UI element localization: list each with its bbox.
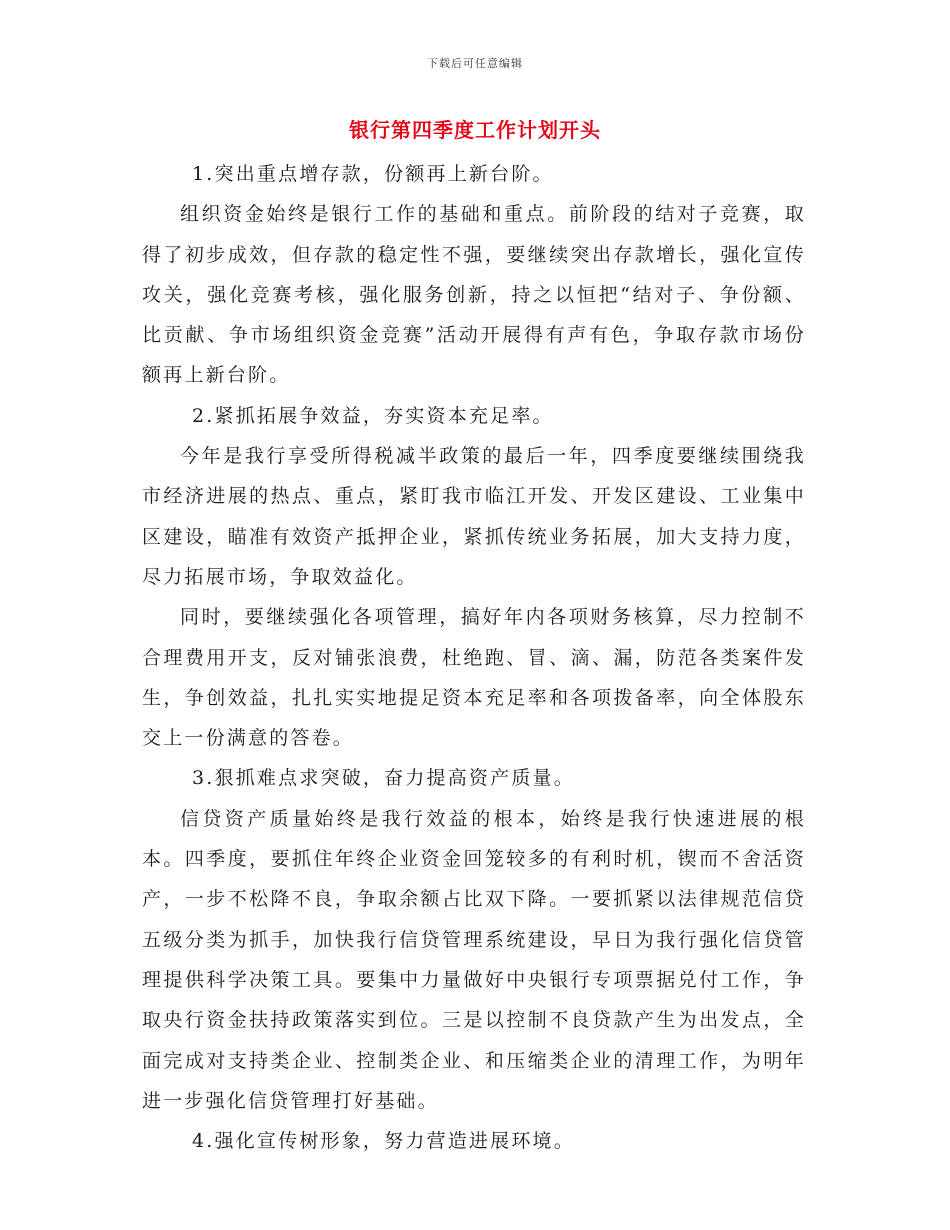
document-body (142, 154, 806, 1161)
document-title: 银行第四季度工作计划开头 (349, 118, 601, 142)
body-paragraph-3: 同时，要继续强化各项管理，搞好年内各项财务核算，尽力控制不合理费用开支，反对铺张浪费，杜绝跑、冒、滴、漏，防范各类案件发生，争创效益，扎扎实实地提足资本充足率和各项拨备率，向全体股东交上一份满意的答卷。 (142, 606, 806, 750)
section-heading-3: 3.狠抓难点求突破，奋力提高资产质量。 (192, 767, 575, 790)
body-paragraph-4: 信贷资产质量始终是我行效益的根本，始终是我行快速进展的根本。四季度，要抓住年终企业资金回笼较多的有利时机，锲而不舍活资产，一步不松降不良，争取余额占比双下降。一要抓紧以法律规范信贷五级分类为抓手，加快我行信贷管理系统建设，早日为我行强化信贷管理提供科学决策工具。要集中力量做好中央银行专项票据兑付工作，争取央行资金扶持政策落实到位。三是以控制不良贷款产生为出发点，全面完成对支持类企业、控制类企业、和压缩类企业的清理工作，为明年进一步强化信贷管理打好基础。 (142, 807, 806, 1112)
body-paragraph-2: 今年是我行享受所得税减半政策的最后一年，四季度要继续围绕我市经济进展的热点、重点，紧盯我市临江开发、开发区建设、工业集中区建设，瞄准有效资产抵押企业，紧抓传统业务拓展，加大支持力度，尽力拓展市场，争取效益化。 (142, 445, 806, 588)
section-heading-2: 2.紧抓拓展争效益，夯实资本充足率。 (192, 404, 554, 427)
section-heading-4: 4.强化宣传树形象，努力营造进展环境。 (192, 1130, 575, 1153)
header-note: 下载后可任意编辑 (427, 57, 523, 70)
body-paragraph-1: 组织资金始终是银行工作的基础和重点。前阶段的结对子竞赛，取得了初步成效，但存款的稳定性不强，要继续突出存款增长，强化宣传攻关，强化竞赛考核，强化服务创新，持之以恒把“结对子、争份额、比贡献、争市场组织资金竞赛”活动开展得有声有色，争取存款市场份额再上新台阶。 (142, 203, 806, 387)
section-heading-1: 1.突出重点增存款，份额再上新台阶。 (192, 163, 554, 185)
